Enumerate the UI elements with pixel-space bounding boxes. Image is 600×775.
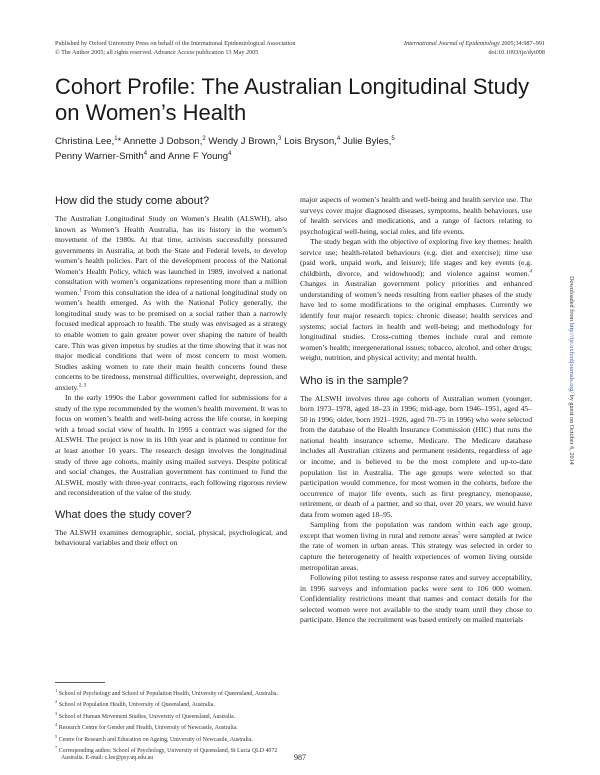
affil-sup: 4 [143,151,148,158]
author: Annette J Dobson, [123,136,203,148]
paragraph: major aspects of women’s health and well-being and health service use. The surveys cover major diagnosed diseases, symptoms, health behaviours, use of health services and medications, and a range of factors relating to psychological well-being, social roles, and life events. [300,195,532,236]
left-column [55,195,287,549]
affil-sup: 4 [228,151,232,158]
section-heading-coverage: What does the study cover? [55,508,192,521]
affil-sup: 1 [114,136,118,142]
journal-name: International Journal of Epidemiology [404,40,500,47]
article-title: Cohort Profile: The Australian Longitudinal Study on Women’s Health [55,74,530,125]
citation-sup: 4 [529,269,532,275]
footnote: $^5$ Centre for Research and Education on Ageing, University of Newcastle, Australia. [55,733,253,743]
affil-sup: 5 [391,136,395,142]
author-conjunction: and [149,151,168,163]
header-publisher-line: Published by Oxford University Press on behalf of the International Epidemiological Association [55,40,296,47]
author-list [55,133,545,163]
header-copyright-line: © The Author 2005; all rights reserved. Advance Access publication 13 May 2005 [55,48,259,56]
footnotes [55,682,287,763]
citation-sup: 1 [79,288,82,294]
author: Christina Lee, [55,136,115,148]
author: Lois Bryson, [284,136,337,148]
header-publisher-info [55,40,295,57]
paragraph: The ALSWH involves three age cohorts of Australian women (younger, born 1973–1978, aged 18–23 in 1996; mid-age, born 1946–1951, aged 45–50 in 1996; older, born 1921–1926, aged 70–75 in 1996) who were selected from the database of the Health Insurance Commission (HIC) that runs the national health insurance scheme, Medicare. The Medicare database includes all Australian citizens and permanent residents, regardless of age or income, and is believed to be the most complete and up-to-date population list in Australia. The age groups were selected so that participation would commence, for most women in the cohorts, before the occurrence of major life events, such as first pregnancy, menopause, retirement, or death of a partner, and so that, over 20 years, we would have data from women aged 18–95. [300,393,532,519]
footnote: $^3$ School of Human Movement Studies, University of Queensland, Australia. [55,710,236,720]
author: Anne F Young [167,151,229,163]
paragraph: The ALSWH examines demographic, social, physical, psychological, and behavioural variables and their effect on [55,527,287,548]
footnote: $^2$ School of Population Health, University of Queensland, Australia. [55,699,215,709]
paragraph: Following pilot testing to assess response rates and survey acceptability, in 1996 surveys and information packs were sent to 106 000 women. Confidentiality restrictions meant that names and contact details for the selected women were not available to the study team until they chose to participate. Hence the recruitment was based entirely on mailed materials [300,573,532,625]
footnote-rule [55,682,105,683]
page-number: 987 [294,753,306,762]
citation: 2005;34:987–991 [501,40,545,47]
section-heading-origin: How did the study come about? [55,195,210,207]
footnote: $^1$ School of Psychology and School of Population Health, University of Queensland, Australia. [55,688,278,697]
paragraph: The Australian Longitudinal Study on Women’s Health (ALSWH), also known as Women’s Health Australia, has its history in the women’s movement of the 1980s. At that time, activists successfully pressured governments in Australia, at both the State and Federal levels, to develop women’s health policies. Part of the development process of the National Women’s Health Policy, which was launched in 1989, involved a national consultation with women’s organizations representing more than a million women.$^1$ From this consultation the idea of a national longitudinal study on women’s health emerged. As with the National Policy generally, the longitudinal study was to be premised on a social rather than a narrowly focused medical approach to health. The study was envisaged as a strategy to enable women to gain greater power over shaping the nature of health care. This was given impetus by studies at the time showing that it was not major medical conditions that were of most concern to most women. Studies asking women to rate their main health concerns found these concerns to be tiredness, menstrual difficulties, overweight, depression, and anxiety.$^{2, 3}$ [55,214,287,392]
corresponding-star: * [117,136,124,148]
header-journal-info [404,40,545,57]
author: Wendy J Brown, [208,136,279,148]
affil-sup: 3 [278,136,282,142]
citation-sup: 2, 3 [78,383,87,389]
header-doi: doi:10.1093/ije/dyi098 [488,48,545,56]
affil-sup: 4 [336,136,341,142]
download-watermark: Downloaded from http://ije.oxfordjournals.org/ by guest on October 6, 2014 [568,276,575,465]
author: Penny Warner-Smith [55,151,144,163]
affil-sup: 2 [202,136,206,142]
footnote: $^4$ Research Centre for Gender and Health, University of Newcastle, Australia. [55,722,238,732]
citation-sup: 5 [458,531,461,537]
section-heading-sample: Who is in the sample? [300,374,409,387]
author: Julie Byles, [342,136,392,148]
right-column [300,195,532,626]
footnote-corresponding: * Corresponding author. School of Psychology, University of Queensland, St Lucia QLD 4072 Australia. E-mail: c.lee@psy.uq.edu.au [55,744,278,762]
header-citation-line [404,40,545,49]
paragraph: The study began with the objective of exploring five key themes: health service use; health-related behaviours (e.g. diet and exercise); time use (paid work, unpaid work, and leisure); life stages and key events (e.g. childbirth, divorce, and widowhood); and violence against women.$^4$ Changes in Australian government policy priorities and enhanced understanding of women’s needs resulting from earlier phases of the study have led to some modifications to the original emphases. Currently we identify four major research topics: chronic disease; health services and systems; social factors in health and well-being; and methodology for longitudinal studies. Cross-cutting themes include rural and remote women’s health; intergenerational issues; tobacco, alcohol, and other drugs; weight, nutrition, and physical activity; and mental health. [300,237,532,363]
paragraph: Sampling from the population was random within each age group, except that women living in rural and remote areas$^5$ were sampled at twice the rate of women in urban areas. This strategy was selected in order to capture the heterogeneity of health experiences of women living outside metropolitan areas. [300,520,532,572]
download-link[interactable]: http://ije.oxfordjournals.org/ [568,322,575,394]
paragraph: In the early 1990s the Labor government called for submissions for a study of the type recommended by the women’s health movement. It was to focus on women’s health and well-being across the life course, in keeping with a broad social view of health. In 1995 a contract was signed for the ALSWH. The project is now in its 10th year and is planned to continue for at least another 10 years. The research design involves the longitudinal study of three age cohorts, mainly using mailed surveys. Despite political and social changes, the Australian government has continued to fund the ALSWH, mostly with three-year contracts, each following rigorous review and reconsideration of the value of the study. [55,393,287,498]
